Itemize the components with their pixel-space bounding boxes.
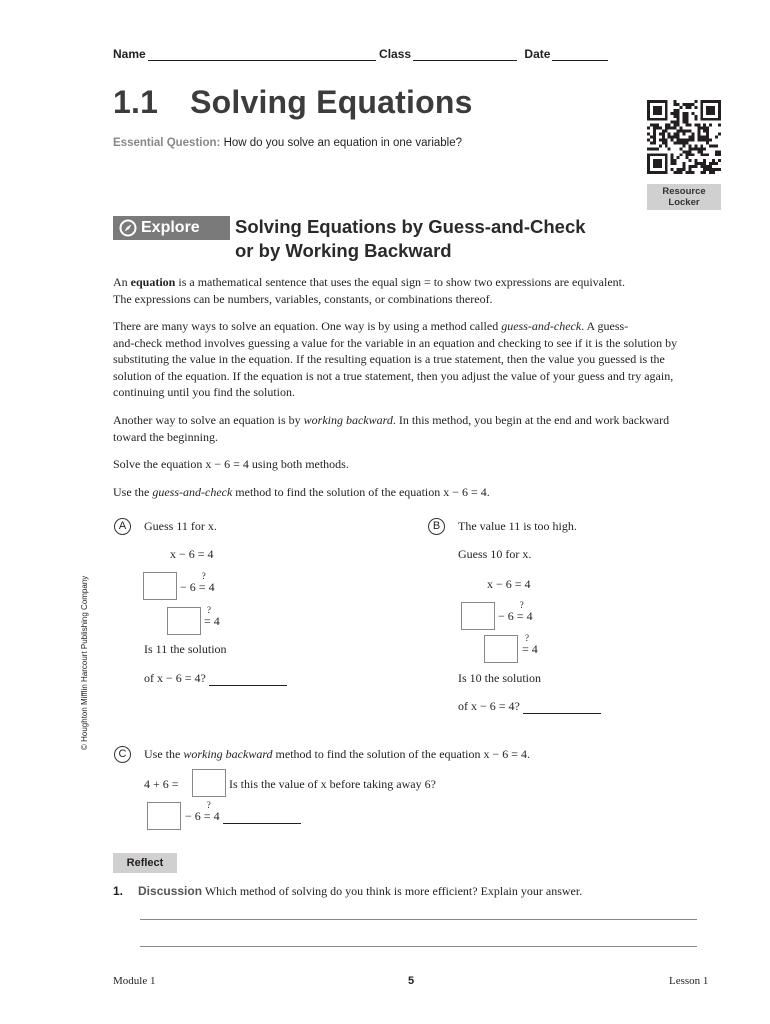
part-c-em: working backward bbox=[183, 747, 273, 761]
p3-line1-em: working backward bbox=[303, 413, 393, 427]
part-b-four: 4 bbox=[526, 609, 533, 623]
name-field[interactable] bbox=[148, 60, 376, 61]
equals-sign: = bbox=[204, 614, 211, 628]
p1-pre: An bbox=[113, 275, 131, 289]
p1-line2: The expressions can be numbers, variables, constants, or combinations thereof. bbox=[113, 291, 493, 306]
part-a-equation: x − 6 = 4 bbox=[170, 547, 214, 561]
name-label: Name bbox=[113, 47, 146, 61]
part-b-question-text: of x − 6 = 4? bbox=[458, 699, 520, 713]
part-c-question: Is this the value of x before taking away 6? bbox=[229, 777, 436, 791]
class-field[interactable] bbox=[413, 60, 517, 61]
part-c-four: 4 bbox=[213, 809, 220, 823]
explore-heading bbox=[235, 215, 586, 263]
p2-line1-pre: There are many ways to solve an equation. One way is by using a method called bbox=[113, 319, 502, 333]
p2-line2: and-check method involves guessing a value for the variable in an equation and checking to see if it is the solution by bbox=[113, 335, 678, 350]
name-class-date-header bbox=[113, 47, 608, 61]
p5-post: method to find the solution of the equation x − 6 = 4. bbox=[232, 485, 490, 499]
question-mark: ? bbox=[201, 571, 206, 581]
part-b-minus6: − 6 bbox=[498, 609, 514, 623]
part-a-four: 4 bbox=[208, 580, 215, 594]
discussion-question bbox=[113, 884, 582, 899]
part-c-marker: C bbox=[114, 746, 131, 763]
question-mark: ? bbox=[519, 600, 524, 610]
question-equals bbox=[516, 600, 524, 624]
part-c-answer-box-2[interactable] bbox=[147, 802, 181, 830]
p2-line1-em: guess-and-check bbox=[501, 319, 582, 333]
part-b-guess: Guess 10 for x. bbox=[458, 547, 532, 561]
explore-heading-line1: Solving Equations by Guess-and-Check bbox=[235, 216, 586, 237]
part-b-too-high: The value 11 is too high. bbox=[458, 519, 577, 533]
resource-locker-badge[interactable] bbox=[647, 184, 721, 210]
part-a-answer-line[interactable] bbox=[209, 685, 287, 686]
paragraph-guess-and-check bbox=[113, 318, 713, 401]
date-label: Date bbox=[524, 47, 551, 61]
date-field[interactable] bbox=[552, 60, 608, 61]
part-c-check-line bbox=[185, 800, 301, 824]
p5-em: guess-and-check bbox=[152, 485, 233, 499]
part-a-question-line1: Is 11 the solution bbox=[144, 642, 227, 656]
copyright-side-text: © Houghton Mifflin Harcourt Publishing Company bbox=[80, 575, 89, 750]
paragraph-guess-check-instruction bbox=[113, 484, 713, 501]
part-b-check-line-1 bbox=[498, 600, 533, 624]
question-mark: ? bbox=[525, 633, 529, 643]
question-equals bbox=[203, 800, 211, 824]
part-c-pre: Use the bbox=[144, 747, 184, 761]
p3-line1-post: . In this method, you begin at the end and work backward bbox=[392, 413, 670, 427]
discussion-number: 1. bbox=[113, 884, 124, 898]
essential-question-text: How do you solve an equation in one variable? bbox=[223, 137, 463, 149]
paragraph-solve-instruction bbox=[113, 456, 713, 473]
essential-question-label: Essential Question: bbox=[113, 137, 221, 149]
part-b-question-line1: Is 10 the solution bbox=[458, 671, 541, 685]
p1-post: is a mathematical sentence that uses the equal sign = to show two expressions are equivalent. bbox=[175, 275, 626, 289]
discussion-text: Which method of solving do you think is more efficient? Explain your answer. bbox=[204, 884, 583, 898]
question-equals bbox=[522, 633, 529, 657]
question-equals bbox=[198, 571, 206, 595]
question-equals bbox=[204, 605, 211, 629]
p3-line2: toward the beginning. bbox=[113, 429, 218, 444]
resource-locker-line2: Locker bbox=[668, 197, 700, 208]
equals-sign: = bbox=[522, 642, 529, 656]
part-b-check-line-2 bbox=[522, 633, 538, 657]
p1-bold-term: equation bbox=[130, 275, 176, 289]
part-a-question-text: of x − 6 = 4? bbox=[144, 671, 206, 685]
discussion-answer-line-2[interactable] bbox=[140, 946, 697, 947]
p2-line3: substituting the value in the equation. If the resulting equation is a true statement, then the value you guessed is the bbox=[113, 352, 665, 366]
reflect-label: Reflect bbox=[113, 853, 177, 873]
part-b-question-line2 bbox=[458, 699, 601, 714]
footer-module: Module 1 bbox=[113, 975, 156, 987]
part-b-answer-box-2[interactable] bbox=[484, 635, 518, 663]
part-b-four: 4 bbox=[531, 642, 538, 656]
part-b-equation: x − 6 = 4 bbox=[487, 577, 531, 591]
discussion-answer-line-1[interactable] bbox=[140, 919, 697, 920]
footer-lesson: Lesson 1 bbox=[669, 975, 709, 987]
explore-label: Explore bbox=[141, 219, 200, 236]
p4-text: Solve the equation x − 6 = 4 using both methods. bbox=[113, 457, 349, 471]
part-a-answer-box-2[interactable] bbox=[167, 607, 201, 635]
explore-label-bar bbox=[113, 216, 230, 240]
lesson-title: Solving Equations bbox=[190, 84, 473, 120]
resource-locker-line1: Resource bbox=[662, 186, 706, 197]
part-a-four: 4 bbox=[213, 614, 220, 628]
page-title bbox=[113, 84, 473, 121]
part-a-answer-box-1[interactable] bbox=[143, 572, 177, 600]
part-c-minus6: − 6 bbox=[185, 809, 201, 823]
part-a-check-line-1 bbox=[180, 571, 215, 595]
part-b-marker: B bbox=[428, 518, 445, 535]
lesson-number: 1.1 bbox=[113, 84, 159, 120]
class-label: Class bbox=[379, 47, 412, 61]
part-b-answer-box-1[interactable] bbox=[461, 602, 495, 630]
p2-line5: continuing until you find the solution. bbox=[113, 385, 295, 399]
part-c-post: method to find the solution of the equation x − 6 = 4. bbox=[272, 747, 531, 761]
qr-code-icon[interactable] bbox=[647, 100, 721, 174]
part-c-answer-line[interactable] bbox=[223, 823, 301, 824]
equals-sign: = bbox=[203, 809, 211, 823]
p2-line4: solution of the equation. If the equation is not a true statement, then you adjust the value of your guess and try again, bbox=[113, 368, 674, 383]
part-c-answer-box-1[interactable] bbox=[192, 769, 226, 797]
part-a-guess: Guess 11 for x. bbox=[144, 519, 217, 533]
equals-sign: = bbox=[516, 609, 524, 623]
part-b-answer-line[interactable] bbox=[523, 713, 601, 714]
explore-heading-line2: or by Working Backward bbox=[235, 240, 452, 261]
part-a-check-line-2 bbox=[204, 605, 220, 629]
part-c-instruction bbox=[144, 747, 530, 762]
question-mark: ? bbox=[206, 800, 211, 810]
equals-sign: = bbox=[198, 580, 206, 594]
part-a-marker: A bbox=[114, 518, 131, 535]
p5-pre: Use the bbox=[113, 485, 153, 499]
essential-question bbox=[113, 137, 462, 149]
p3-line1-pre: Another way to solve an equation is by bbox=[113, 413, 304, 427]
paragraph-equation-definition bbox=[113, 274, 713, 307]
question-mark: ? bbox=[207, 605, 211, 615]
part-a-minus6: − 6 bbox=[180, 580, 196, 594]
footer-page-number: 5 bbox=[408, 975, 415, 987]
compass-icon bbox=[119, 219, 137, 245]
part-a-question-line2 bbox=[144, 671, 287, 686]
paragraph-working-backward bbox=[113, 412, 713, 445]
p2-line1-post: . A guess- bbox=[581, 319, 629, 333]
discussion-label: Discussion bbox=[138, 884, 203, 898]
part-c-sum: 4 + 6 = bbox=[144, 777, 179, 791]
